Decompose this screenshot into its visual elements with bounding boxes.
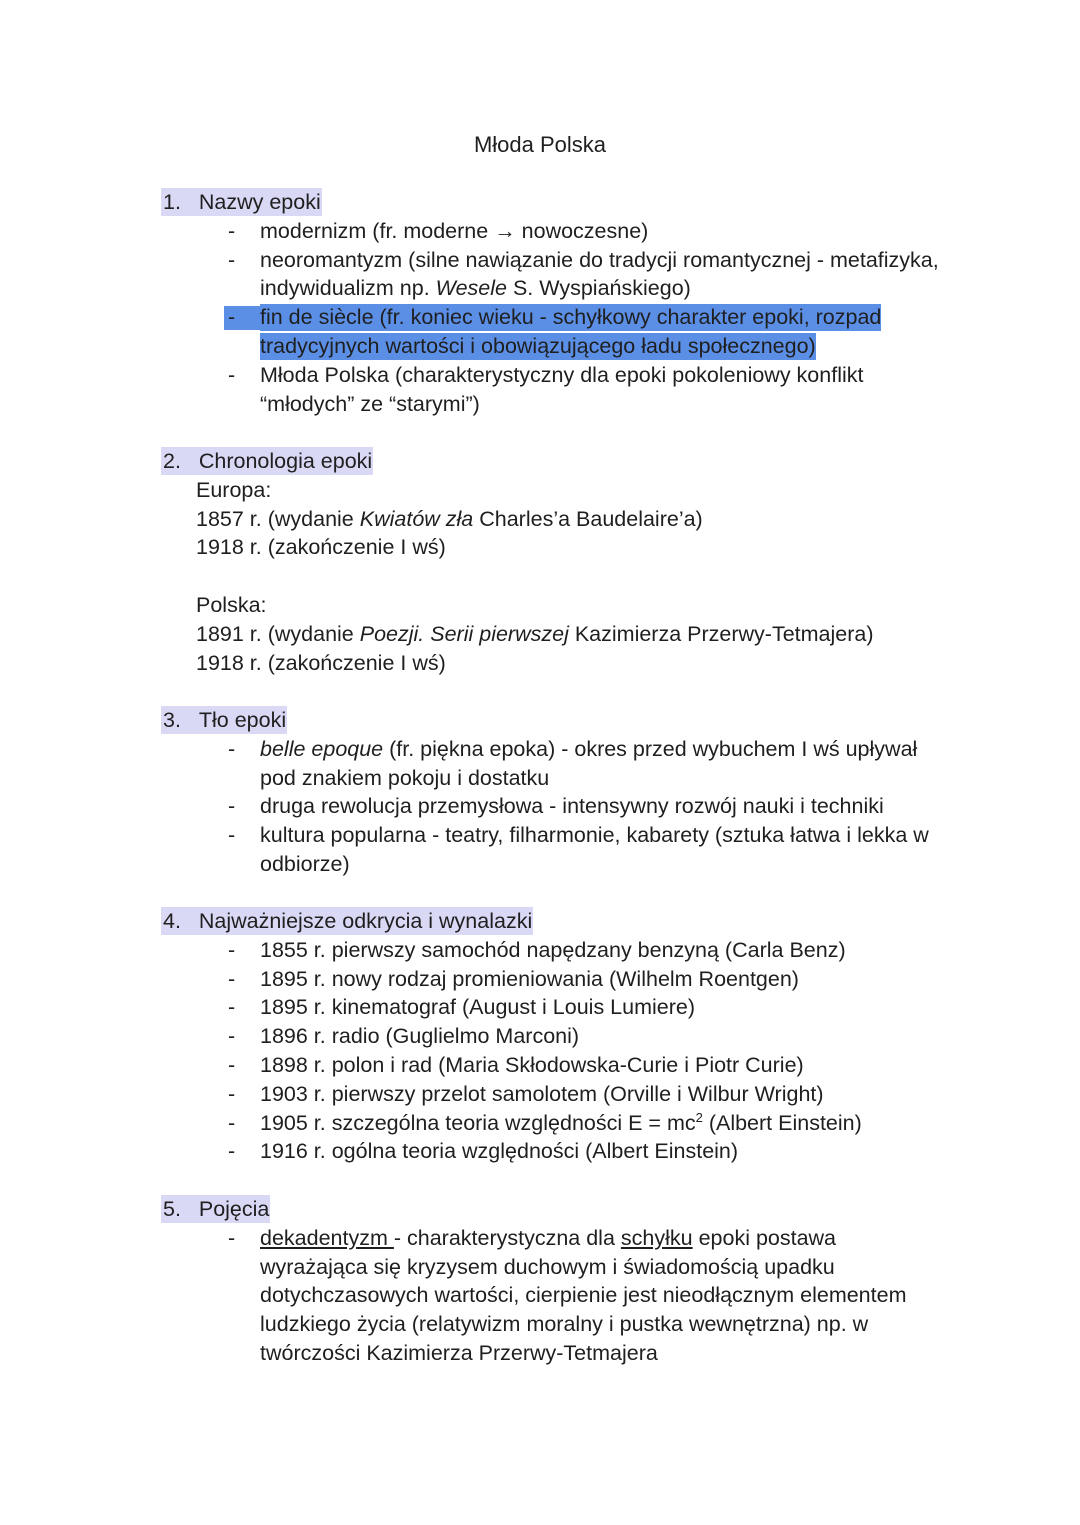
heading-text: Chronologia epoki <box>198 449 373 473</box>
list-item: - druga rewolucja przemysłowa - intensywny rozwój nauki i techniki <box>161 792 960 821</box>
list-item: - 1855 r. pierwszy samochód napędzany benzyną (Carla Benz) <box>161 936 960 965</box>
heading-text: Pojęcia <box>198 1197 270 1221</box>
section-heading <box>161 447 961 476</box>
list-item: - 1903 r. pierwszy przelot samolotem (Orville i Wilbur Wright) <box>161 1080 960 1109</box>
section-heading <box>161 1195 961 1224</box>
section-pojecia <box>161 1195 961 1368</box>
chronology-europe <box>161 476 961 678</box>
list-item: - dekadentyzm - charakterystyczna dla schyłku epoki postawa wyrażająca się kryzysem duchowym i świadomością upadku dotychczasowych wartości, cierpienie jest nieodłącznym elementem ludzkiego życia (relatywizm moralny i pustka wewnętrzna) np. w twórczości Kazimierza Przerwy-Tetmajera <box>161 1224 960 1368</box>
list-item: - neoromantyzm (silne nawiązanie do tradycji romantycznej - metafizyka, indywidualizm np. Wesele S. Wyspiańskiego) <box>161 246 960 304</box>
date-line: 1891 r. (wydanie Poezji. Serii pierwszej Kazimierza Przerwy-Tetmajera) <box>196 621 874 646</box>
heading-text: Tło epoki <box>198 708 287 732</box>
term-link[interactable]: dekadentyzm <box>260 1225 394 1250</box>
heading-number: 1. <box>163 190 181 214</box>
list-item: - belle epoque (fr. piękna epoka) - okres przed wybuchem I wś upływał pod znakiem pokoju i dostatku <box>161 735 960 793</box>
section-tlo-epoki <box>161 706 961 879</box>
heading-text: Nazwy epoki <box>198 190 321 214</box>
list-item: - Młoda Polska (charakterystyczny dla epoki pokoleniowy konflikt “młodych” ze “starymi”) <box>161 361 960 419</box>
bullet-list <box>161 217 961 419</box>
heading-number: 5. <box>163 1197 181 1221</box>
list-item-selected[interactable]: - fin de siècle (fr. koniec wieku - schyłkowy charakter epoki, rozpad tradycyjnych wartości i obowiązującego ładu społecznego) <box>161 303 960 361</box>
list-item: - modernizm (fr. moderne → nowoczesne) <box>161 217 960 246</box>
section-nazwy-epoki <box>161 188 961 418</box>
date-line: 1857 r. (wydanie Kwiatów zła Charles’a Baudelaire’a) <box>196 506 703 531</box>
section-heading <box>161 706 961 735</box>
list-item: - 1896 r. radio (Guglielmo Marconi) <box>161 1022 960 1051</box>
selection-highlight <box>224 306 260 330</box>
underlined-word: schyłku <box>620 1225 693 1250</box>
date-line: 1918 r. (zakończenie I wś) <box>196 650 446 675</box>
page-title: Młoda Polska <box>473 132 607 157</box>
list-item: - 1895 r. nowy rodzaj promieniowania (Wilhelm Roentgen) <box>161 965 960 994</box>
heading-number: 3. <box>163 708 181 732</box>
list-item: - 1898 r. polon i rad (Maria Skłodowska-Curie i Piotr Curie) <box>161 1051 960 1080</box>
heading-text: Najważniejsze odkrycia i wynalazki <box>198 909 533 933</box>
section-heading <box>161 188 961 217</box>
heading-number: 2. <box>163 449 181 473</box>
bullet-list <box>161 735 961 879</box>
list-item: - 1916 r. ogólna teoria względności (Albert Einstein) <box>161 1137 960 1166</box>
date-line: 1918 r. (zakończenie I wś) <box>196 535 446 560</box>
section-heading <box>161 907 961 936</box>
list-item: - 1895 r. kinematograf (August i Louis Lumiere) <box>161 993 960 1022</box>
label-europe: Europa: <box>196 477 272 502</box>
label-poland: Polska: <box>196 592 267 617</box>
list-item: - 1905 r. szczególna teoria względności $E = mc^2$ (Albert Einstein) <box>161 1109 960 1138</box>
list-item: - kultura popularna - teatry, filharmonie, kabarety (sztuka łatwa i lekka w odbiorze) <box>161 821 960 879</box>
heading-number: 4. <box>163 909 181 933</box>
section-chronologia <box>161 447 961 677</box>
bullet-list <box>161 1224 961 1368</box>
section-odkrycia <box>161 907 961 1166</box>
bullet-list <box>161 936 961 1166</box>
